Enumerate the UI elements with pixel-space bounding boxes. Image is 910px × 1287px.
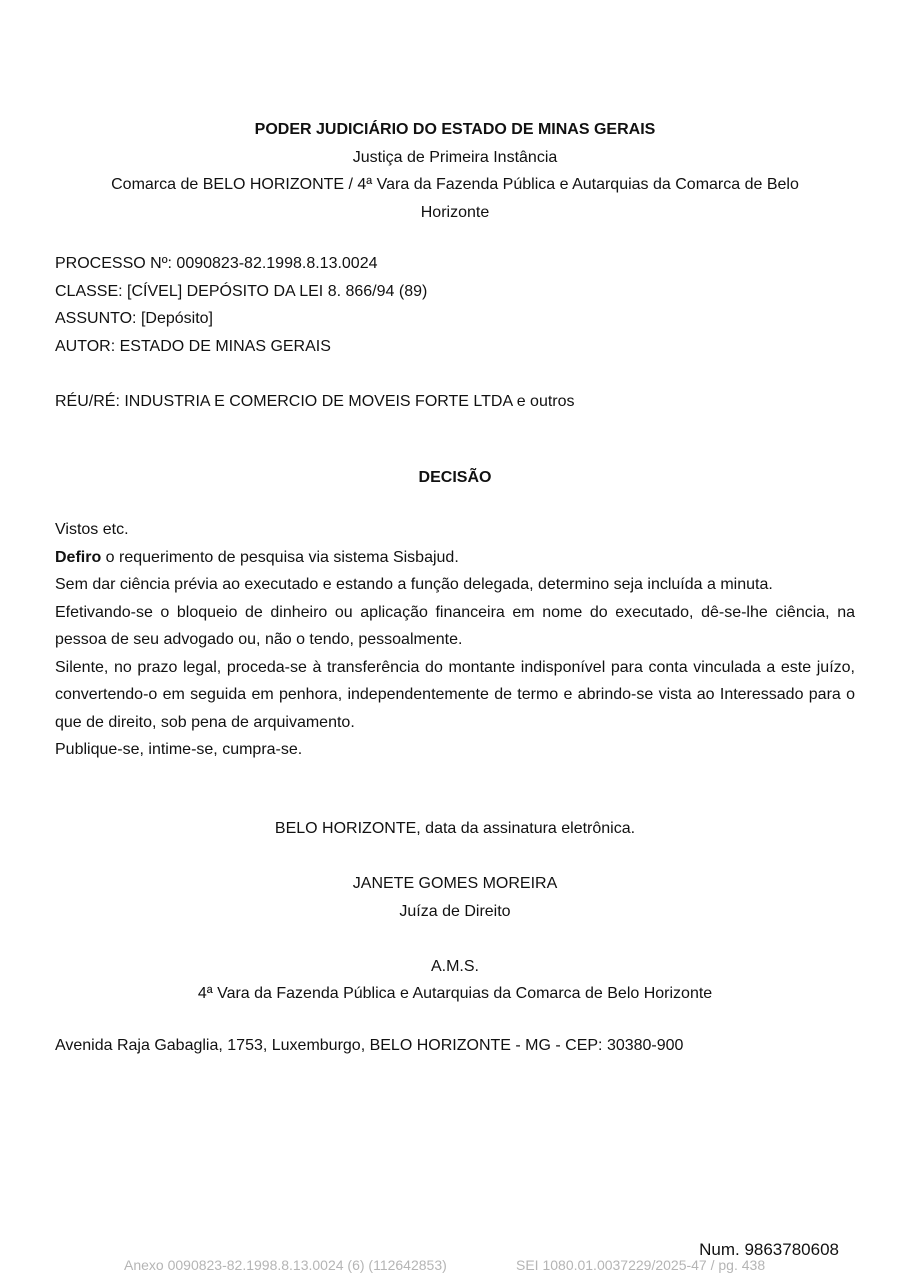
court-instance: Justiça de Primeira Instância [352, 148, 558, 166]
judge-name: JANETE GOMES MOREIRA [352, 875, 558, 892]
court-name: PODER JUDICIÁRIO DO ESTADO DE MINAS GERAIS [254, 121, 656, 138]
court-unit: 4ª Vara da Fazenda Pública e Autarquias da Comarca de Belo Horizonte [197, 985, 713, 1002]
process-class: CLASSE: [CÍVEL] DEPÓSITO DA LEI 8. 866/94 (89) [55, 282, 428, 300]
sem-dar-paragraph: Sem dar ciência prévia ao executado e estando a função delegada, determino seja incluída a minuta. [55, 576, 773, 593]
decision-body [55, 516, 855, 764]
process-subject: ASSUNTO: [Depósito] [55, 310, 213, 327]
process-defendant: RÉU/RÉ: INDUSTRIA E COMERCIO DE MOVEIS FORTE LTDA e outros [55, 392, 575, 410]
footer-annex: Anexo 0090823-82.1998.8.13.0024 (6) (112642853) [124, 1257, 447, 1273]
efetivando-paragraph: Efetivando-se o bloqueio de dinheiro ou aplicação financeira em nome do executado, dê-se-lhe ciência, na pessoa de seu advogado ou, não o tendo, pessoalmente. [55, 603, 855, 648]
footer-sei: SEI 1080.01.0037229/2025-47 / pg. 438 [516, 1257, 766, 1273]
spacer [55, 843, 855, 871]
process-number: PROCESSO Nº: 0090823-82.1998.8.13.0024 [55, 255, 378, 272]
silente-paragraph: Silente, no prazo legal, proceda-se à transferência do montante indisponível para conta vinculada a este juízo, convertendo-o em seguida em penhora, independentemente de termo e abrindo-se vista ao Interessado para o que de direito, sob pena de arquivamento. [55, 658, 855, 731]
process-info [55, 250, 855, 415]
document-number: Num. 9863780608 [699, 1240, 839, 1259]
vistos-paragraph: Vistos etc. [55, 521, 129, 538]
court-address: Avenida Raja Gabaglia, 1753, Luxemburgo, BELO HORIZONTE - MG - CEP: 30380-900 [55, 1037, 684, 1054]
defiro-bold: Defiro [55, 548, 102, 566]
document-header [55, 116, 855, 226]
place-date: BELO HORIZONTE, data da assinatura eletrônica. [274, 820, 636, 837]
decision-title: DECISÃO [418, 469, 492, 486]
clerk-initials: A.M.S. [430, 957, 479, 975]
publique-paragraph: Publique-se, intime-se, cumpra-se. [55, 741, 303, 758]
signature-block [55, 815, 855, 1008]
spacer [55, 360, 855, 388]
process-author: AUTOR: ESTADO DE MINAS GERAIS [55, 337, 331, 355]
spacer [55, 925, 855, 953]
defiro-paragraph [55, 544, 855, 572]
comarca-line-2: Horizonte [420, 203, 490, 221]
judge-title: Juíza de Direito [399, 902, 511, 920]
defiro-rest: o requerimento de pesquisa via sistema Sisbajud. [101, 548, 459, 566]
comarca-line-1: Comarca de BELO HORIZONTE / 4ª Vara da Fazenda Pública e Autarquias da Comarca de Belo [111, 176, 799, 193]
